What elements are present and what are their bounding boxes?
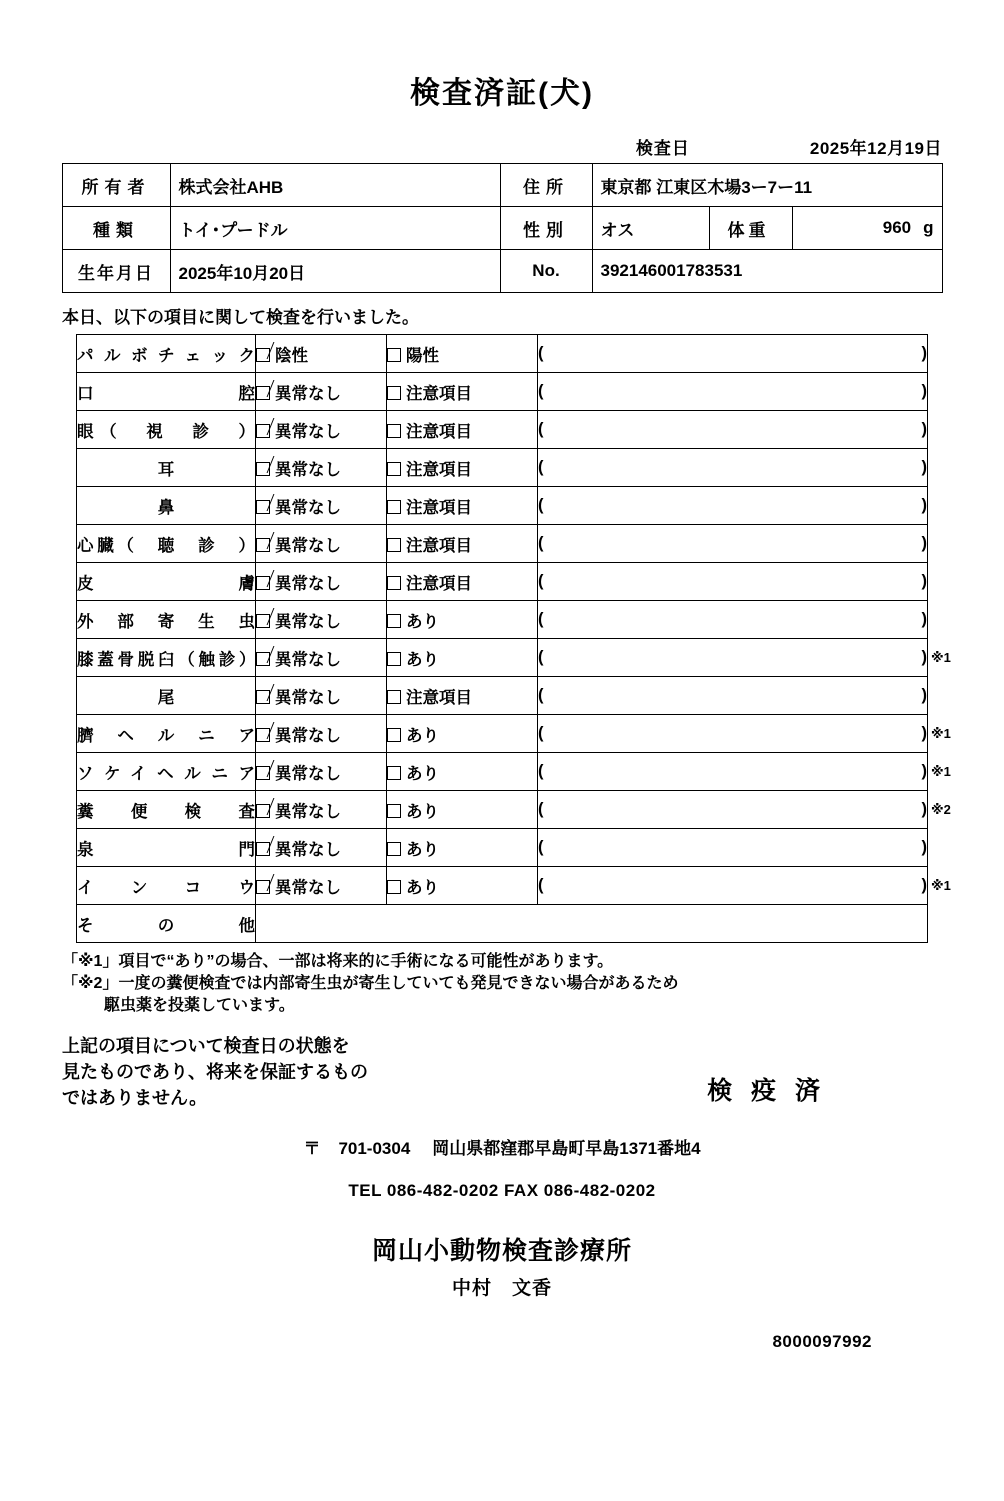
clinic-address-block [0,1134,1004,1201]
checklist-option-1[interactable] [256,601,387,639]
table-row [77,753,928,791]
paren-open: ( [538,572,544,590]
footnotes [62,951,1004,1017]
option-label: 異常なし [275,574,341,593]
paren-close: ) [921,876,927,894]
checkbox-icon[interactable] [256,614,270,628]
checklist-remark-field[interactable] [538,791,951,829]
option-label: あり [406,726,439,745]
table-row [77,829,928,867]
checklist-remark-field[interactable] [538,373,928,411]
certificate-page [0,68,1004,1501]
paren-close: ) [921,838,927,856]
weight-value: 960 [882,218,912,237]
checklist-option-1[interactable] [256,449,387,487]
paren-close: ) [921,382,927,400]
checklist-item-label: 眼（ 視 診 ） [77,411,256,449]
disclaimer-line-2: 見たものであり、将来を保証するもの [62,1062,368,1083]
disclaimer [62,1033,368,1111]
checklist-option-2[interactable] [387,753,538,791]
table-row [77,373,928,411]
quarantine-stamp: 検 疫 済 [707,1077,826,1106]
option-label: 異常なし [275,422,341,441]
paren-close: ) [921,648,927,666]
checkbox-icon[interactable] [387,652,401,666]
checklist-remark-field[interactable] [538,449,928,487]
checklist-option-1[interactable] [256,373,387,411]
footnote-mark: ※1 [931,725,951,741]
table-row [77,715,928,753]
checkbox-icon[interactable] [256,804,270,818]
checklist-option-1[interactable] [256,487,387,525]
disclaimer-line-1: 上記の項目について検査日の状態を [62,1036,350,1057]
paren-close: ) [921,496,927,514]
table-row [77,525,928,563]
clinic-zip: 701-0304 [338,1138,411,1158]
sex-label: 性別 [500,207,592,250]
inspection-date-row [0,134,942,159]
option-label: 注意項目 [406,536,472,555]
paren-close: ) [921,458,927,476]
paren-open: ( [538,496,544,514]
checklist-remark-field[interactable] [538,563,928,601]
checklist-option-2[interactable] [387,791,538,829]
sex-value: オス [593,207,710,249]
table-row [62,207,942,250]
checklist-remark-field[interactable] [538,753,951,791]
checkbox-icon[interactable] [387,690,401,704]
table-row [77,601,928,639]
paren-open: ( [538,876,544,894]
checkbox-icon[interactable] [256,424,270,438]
checklist-option-1[interactable] [256,829,387,867]
paren-close: ) [921,534,927,552]
table-row [77,791,928,829]
option-label: 注意項目 [406,688,472,707]
page-title: 検査済証(犬) [410,77,594,110]
checkbox-icon[interactable] [387,804,401,818]
inspection-date-value: 2025年12月19日 [809,139,942,158]
option-label: 注意項目 [406,498,472,517]
checklist-remark-field[interactable] [538,829,928,867]
checklist-remark-field[interactable] [538,335,928,373]
checklist-item-label: 口 腔 [77,373,256,411]
option-label: 異常なし [275,764,341,783]
veterinarian-name: 中村 文香 [451,1277,552,1299]
clinic-name: 岡山小動物検査診療所 [371,1236,632,1265]
checklist-option-1[interactable] [256,791,387,829]
checklist-table [76,334,951,943]
checklist-item-label: 耳 [77,449,256,487]
owner-info-table [62,163,943,293]
paren-open: ( [538,344,544,362]
checkbox-icon[interactable] [256,766,270,780]
checkbox-icon[interactable] [256,880,270,894]
table-row [77,411,928,449]
checklist-option-2[interactable] [387,563,538,601]
paren-close: ) [921,420,927,438]
paren-open: ( [538,762,544,780]
checkbox-icon[interactable] [256,652,270,666]
checkbox-icon[interactable] [387,538,401,552]
intro-note: 本日、以下の項目に関して検査を行いました。 [62,308,419,327]
option-label: 異常なし [275,384,341,403]
checklist-item-label: イ ン コ ウ [77,867,256,905]
checkbox-icon[interactable] [387,348,401,362]
checkbox-icon[interactable] [387,424,401,438]
option-label: あり [406,650,439,669]
option-label: 注意項目 [406,574,472,593]
checklist-item-label: パルボチェック [77,335,256,373]
owner-label: 所有者 [62,164,170,207]
checklist-option-2[interactable] [387,601,538,639]
option-label: あり [406,878,439,897]
checkbox-icon[interactable] [387,614,401,628]
footnote-mark: ※1 [931,649,951,665]
checklist-remark-field[interactable] [538,487,928,525]
paren-open: ( [538,648,544,666]
table-row [77,449,928,487]
table-row [62,164,942,207]
paren-open: ( [538,800,544,818]
paren-close: ) [921,800,927,818]
owner-value: 株式会社AHB [170,164,500,207]
serial-number: 8000097992 [772,1331,872,1351]
paren-close: ) [921,724,927,742]
checklist-option-2[interactable] [387,867,538,905]
weight-label: 体重 [709,207,792,249]
checklist-option-2[interactable] [387,639,538,677]
checkbox-icon[interactable] [387,386,401,400]
checkbox-icon[interactable] [387,728,401,742]
checklist-remark-field[interactable] [538,715,951,753]
paren-close: ) [921,344,927,362]
table-row [77,905,928,943]
option-label: あり [406,764,439,783]
option-label: 異常なし [275,878,341,897]
checklist-option-1[interactable] [256,563,387,601]
paren-close: ) [921,572,927,590]
paren-open: ( [538,458,544,476]
checkbox-icon[interactable] [387,880,401,894]
paren-open: ( [538,838,544,856]
checklist-remark-field[interactable] [538,411,928,449]
option-label: 異常なし [275,840,341,859]
footnote-3: 駆虫薬を投薬しています。 [104,997,295,1015]
checkbox-icon[interactable] [256,538,270,552]
checklist-option-1[interactable] [256,411,387,449]
option-label: 異常なし [275,726,341,745]
clinic-tel-fax: TEL 086-482-0202 FAX 086-482-0202 [348,1180,656,1200]
option-label: 陽性 [406,346,439,365]
checklist-remark-field[interactable] [538,525,928,563]
option-label: 陰性 [275,346,308,365]
checklist-option-2[interactable] [387,677,538,715]
checklist-option-2[interactable] [387,373,538,411]
footnote-mark: ※1 [931,763,951,779]
paren-open: ( [538,724,544,742]
birth-label: 生年月日 [62,250,170,293]
checklist-option-1[interactable] [256,335,387,373]
checkbox-icon[interactable] [387,500,401,514]
paren-open: ( [538,610,544,628]
checkbox-icon[interactable] [256,500,270,514]
checkbox-icon[interactable] [256,842,270,856]
table-row [77,335,928,373]
weight-cell [792,207,942,249]
paren-close: ) [921,686,927,704]
table-row [77,867,928,905]
checklist-option-1[interactable] [256,525,387,563]
birth-value: 2025年10月20日 [170,250,500,293]
checkbox-icon[interactable] [387,842,401,856]
clinic-address-line [0,1134,1004,1159]
sex-weight-cell [592,207,942,250]
checkbox-icon[interactable] [256,386,270,400]
checkbox-icon[interactable] [387,462,401,476]
checklist-remark-field[interactable] [538,677,928,715]
checklist-option-1[interactable] [256,677,387,715]
checklist-item-label: 皮 膚 [77,563,256,601]
no-value: 392146001783531 [592,250,942,293]
table-row [77,487,928,525]
checklist-item-label: 鼻 [77,487,256,525]
checklist-option-2[interactable] [387,449,538,487]
footnote-mark: ※1 [931,877,951,893]
checklist-option-2[interactable] [387,829,538,867]
checklist-item-label: 心臓（ 聴 診 ） [77,525,256,563]
checklist-item-label: 泉 門 [77,829,256,867]
checklist-option-2[interactable] [387,715,538,753]
paren-open: ( [538,534,544,552]
footnote-2: 「※2」一度の糞便検査では内部寄生虫が寄生していても発見できない場合があるため [62,975,679,993]
paren-close: ) [921,610,927,628]
option-label: 注意項目 [406,460,472,479]
option-label: 異常なし [275,650,341,669]
disclaimer-line-3: ではありません。 [62,1088,208,1109]
inspection-date-label: 検査日 [635,139,690,158]
other-item-label: そ の 他 [77,905,256,943]
checklist-option-2[interactable] [387,411,538,449]
table-row [77,677,928,715]
paren-open: ( [538,382,544,400]
paren-close: ) [921,762,927,780]
other-item-value[interactable] [256,905,928,943]
breed-label: 種類 [62,207,170,250]
option-label: 異常なし [275,612,341,631]
checklist-item-label: 外 部 寄 生 虫 [77,601,256,639]
checklist-remark-field[interactable] [538,639,951,677]
option-label: 異常なし [275,802,341,821]
checkbox-icon[interactable] [256,462,270,476]
checklist-remark-field[interactable] [538,867,951,905]
option-label: あり [406,802,439,821]
option-label: 異常なし [275,460,341,479]
footnote-mark: ※2 [931,801,951,817]
checklist-option-1[interactable] [256,867,387,905]
checkbox-icon[interactable] [256,576,270,590]
option-label: 注意項目 [406,384,472,403]
address-value: 東京都 江東区木場3ー7ー11 [592,164,942,207]
checklist-option-1[interactable] [256,639,387,677]
checkbox-icon[interactable] [256,348,270,362]
checkbox-icon[interactable] [256,728,270,742]
table-row [77,639,928,677]
checklist-remark-field[interactable] [538,601,928,639]
address-label: 住所 [500,164,592,207]
checklist-option-2[interactable] [387,525,538,563]
clinic-address: 岡山県都窪郡早島町早島1371番地4 [432,1138,701,1158]
checklist-option-1[interactable] [256,753,387,791]
option-label: あり [406,840,439,859]
no-label: No. [500,250,592,293]
option-label: 異常なし [275,536,341,555]
option-label: 異常なし [275,688,341,707]
paren-open: ( [538,686,544,704]
checklist-option-2[interactable] [387,335,538,373]
paren-open: ( [538,420,544,438]
option-label: 注意項目 [406,422,472,441]
checkbox-icon[interactable] [256,690,270,704]
table-row [77,563,928,601]
checklist-item-label: 糞 便 検 査 [77,791,256,829]
checklist-item-label: 臍 ヘ ル ニ ア [77,715,256,753]
option-label: あり [406,612,439,631]
checkbox-icon[interactable] [387,576,401,590]
option-label: 異常なし [275,498,341,517]
checklist-option-2[interactable] [387,487,538,525]
breed-value: トイ･プードル [170,207,500,250]
checkbox-icon[interactable] [387,766,401,780]
checklist-item-label: 膝蓋骨脱臼（触診） [77,639,256,677]
checklist-item-label: 尾 [77,677,256,715]
postal-mark-icon: 〒 [303,1138,321,1158]
lower-section [0,1033,1004,1351]
table-row [62,250,942,293]
checklist-item-label: ソケイヘルニア [77,753,256,791]
checklist-option-1[interactable] [256,715,387,753]
footnote-1: 「※1」項目で“あり”の場合、一部は将来的に手術になる可能性があります。 [62,953,614,970]
weight-unit: g [923,218,934,237]
